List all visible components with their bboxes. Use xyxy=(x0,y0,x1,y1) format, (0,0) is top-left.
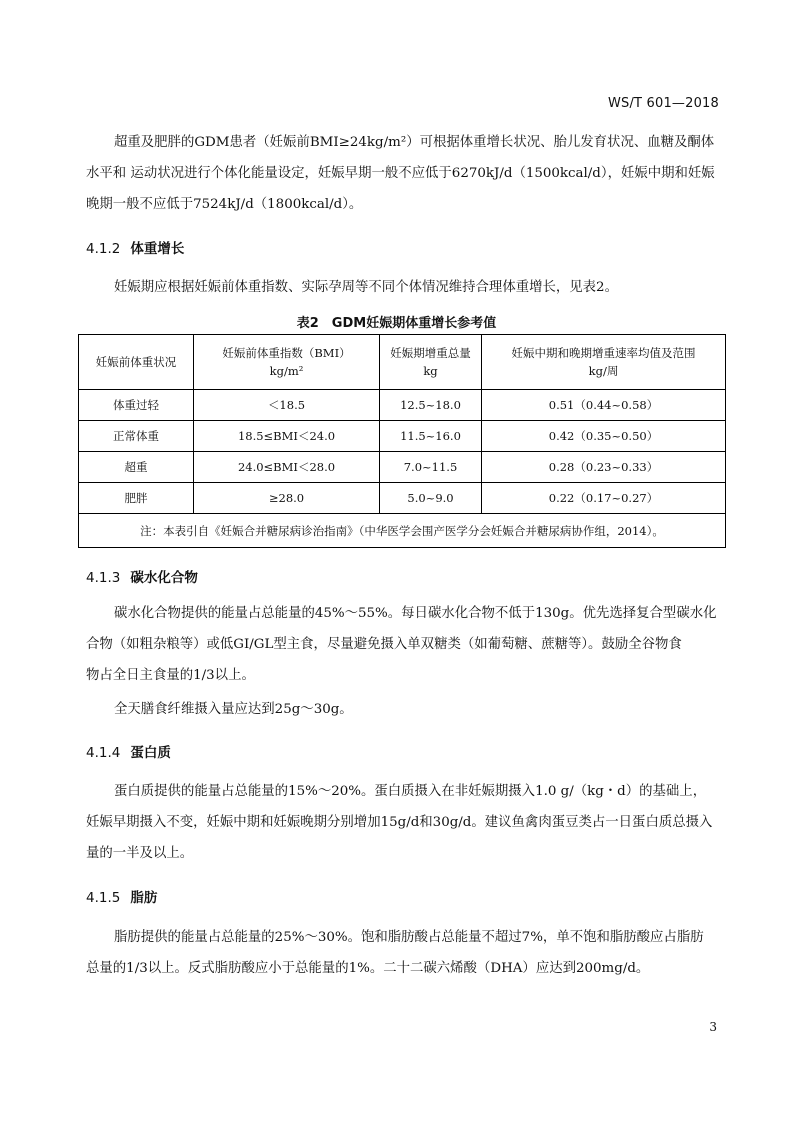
table-cell: 0.51（0.44~0.58） xyxy=(482,390,726,421)
header-text: 妊娠期增重总量 xyxy=(390,346,471,360)
table-cell: 7.0~11.5 xyxy=(380,452,482,483)
weight-gain-table xyxy=(78,334,726,548)
text-line: 碳水化合物提供的能量占总能量的45%～55%。每日碳水化合物不低于130g。优先选择复合型碳水化 xyxy=(114,606,717,621)
section-number: 4.1.4 xyxy=(86,745,121,761)
header-cell xyxy=(79,335,194,390)
weight-gain-paragraph: 妊娠期应根据妊娠前体重指数、实际孕周等不同个体情况维持合理体重增长，见表2。 xyxy=(114,280,618,295)
section-heading-4-1-2 xyxy=(86,237,184,257)
header-text: 妊娠前体重状况 xyxy=(95,355,177,369)
section-heading-4-1-5 xyxy=(86,886,157,906)
carbohydrate-paragraph xyxy=(86,598,726,691)
header-cell xyxy=(194,335,380,390)
table-cell: 12.5~18.0 xyxy=(380,390,482,421)
table-cell: ≥28.0 xyxy=(194,483,380,514)
table-row xyxy=(79,390,726,421)
table-note: 注：本表引自《妊娠合并糖尿病诊治指南》（中华医学会围产医学分会妊娠合并糖尿病协作组，2014）。 xyxy=(79,514,726,548)
table-cell: 体重过轻 xyxy=(79,390,194,421)
table-cell: 0.42（0.35~0.50） xyxy=(482,421,726,452)
header-unit: kg/周 xyxy=(588,364,619,378)
table-header-row xyxy=(79,335,726,390)
table-row xyxy=(79,483,726,514)
section-heading-4-1-3 xyxy=(86,566,198,586)
text-line: 超重及肥胖的GDM患者（妊娠前BMI≥24kg/m²）可根据体重增长状况、胎儿发育状况、血糖及酮体 xyxy=(114,135,715,150)
intro-paragraph xyxy=(86,127,726,220)
header-cell xyxy=(482,335,726,390)
section-heading-4-1-4 xyxy=(86,741,171,761)
section-number: 4.1.2 xyxy=(86,241,121,257)
text-line: 晚期一般不应低于7524kJ/d（1800kcal/d）。 xyxy=(86,197,363,212)
section-number: 4.1.3 xyxy=(86,570,121,586)
section-title: 体重增长 xyxy=(130,241,185,257)
table-row xyxy=(79,421,726,452)
header-cell xyxy=(380,335,482,390)
fat-paragraph xyxy=(86,922,726,984)
text-line: 蛋白质提供的能量占总能量的15%～20%。蛋白质摄入在非妊娠期摄入1.0 g/（kg・d）的基础上， xyxy=(114,784,707,799)
header-text: 妊娠前体重指数（BMI） xyxy=(222,346,351,360)
text-line: 物占全日主食量的1/3以上。 xyxy=(86,668,255,683)
header-unit: kg xyxy=(423,364,438,378)
text-line: 水平和 运动状况进行个体化能量设定，妊娠早期一般不应低于6270kJ/d（1500kcal/d），妊娠中期和妊娠 xyxy=(86,166,715,181)
table-cell: ＜18.5 xyxy=(194,390,380,421)
table-cell: 11.5~16.0 xyxy=(380,421,482,452)
section-title: 碳水化合物 xyxy=(130,570,198,586)
header-text: 妊娠中期和晚期增重速率均值及范围 xyxy=(511,346,696,360)
text-line: 总量的1/3以上。反式脂肪酸应小于总能量的1%。二十二碳六烯酸（DHA）应达到200mg/d。 xyxy=(86,961,650,976)
text-line: 妊娠早期摄入不变，妊娠中期和妊娠晚期分别增加15g/d和30g/d。建议鱼禽肉蛋豆类占一日蛋白质总摄入 xyxy=(86,815,713,830)
text-line: 合物（如粗杂粮等）或低GI/GL型主食，尽量避免摄入单双糖类（如葡萄糖、蔗糖等）。鼓励全谷物食 xyxy=(86,637,682,652)
table-cell: 0.28（0.23~0.33） xyxy=(482,452,726,483)
table-note-row xyxy=(79,514,726,548)
table-cell: 正常体重 xyxy=(79,421,194,452)
fiber-paragraph: 全天膳食纤维摄入量应达到25g～30g。 xyxy=(114,702,353,717)
text-line: 量的一半及以上。 xyxy=(86,846,194,861)
document-id-header: WS/T 601—2018 xyxy=(607,96,719,111)
table-cell: 肥胖 xyxy=(79,483,194,514)
page-number: 3 xyxy=(709,1020,717,1034)
section-number: 4.1.5 xyxy=(86,890,121,906)
section-title: 脂肪 xyxy=(130,890,158,906)
table-cell: 超重 xyxy=(79,452,194,483)
table-cell: 18.5≤BMI＜24.0 xyxy=(194,421,380,452)
table-cell: 5.0~9.0 xyxy=(380,483,482,514)
text-line: 脂肪提供的能量占总能量的25%～30%。饱和脂肪酸占总能量不超过7%，单不饱和脂肪酸应占脂肪 xyxy=(114,930,704,945)
header-unit: kg/m² xyxy=(269,364,304,378)
protein-paragraph xyxy=(86,776,726,869)
table-cell: 24.0≤BMI＜28.0 xyxy=(194,452,380,483)
table-caption: 表2 GDM妊娠期体重增长参考值 xyxy=(296,316,497,331)
table-row xyxy=(79,452,726,483)
section-title: 蛋白质 xyxy=(130,745,171,761)
table-cell: 0.22（0.17~0.27） xyxy=(482,483,726,514)
